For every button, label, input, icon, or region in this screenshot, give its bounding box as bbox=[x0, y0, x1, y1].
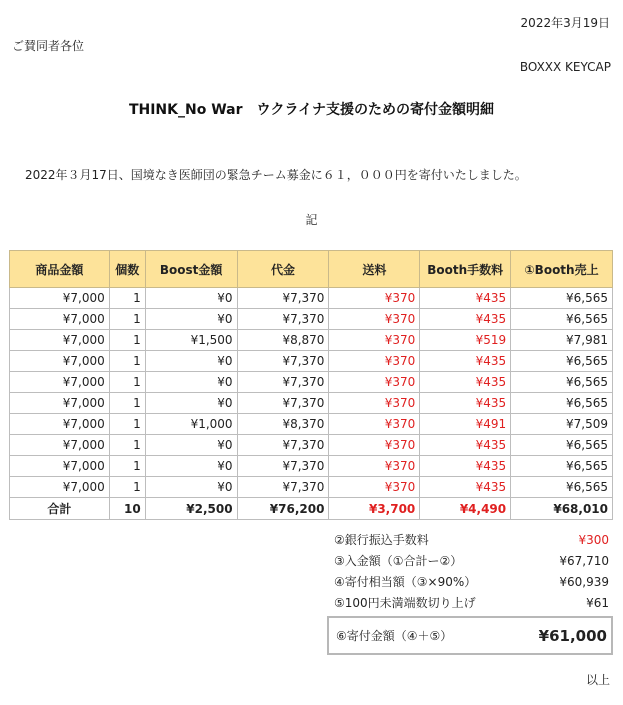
summary-label: ④寄付相当額（③×90%） bbox=[334, 575, 477, 589]
document-title: THINK_No War ウクライナ支援のための寄付金額明細 bbox=[128, 102, 495, 118]
cell-product-price: ¥7,000 bbox=[10, 393, 110, 414]
cell-booth-fee: ¥435 bbox=[420, 393, 511, 414]
header-price: 代金 bbox=[237, 251, 329, 288]
cell-booth-sales: ¥6,565 bbox=[511, 351, 613, 372]
header-shipping: 送料 bbox=[329, 251, 420, 288]
header-product-price: 商品金額 bbox=[10, 251, 110, 288]
table-row bbox=[10, 330, 613, 351]
cell-quantity: 1 bbox=[109, 456, 145, 477]
cell-booth-fee: ¥435 bbox=[420, 435, 511, 456]
table-row bbox=[10, 414, 613, 435]
total-shipping: ¥3,700 bbox=[329, 498, 420, 520]
summary-section bbox=[327, 529, 613, 655]
final-donation-label: ⑥寄付金額（④＋⑤） bbox=[336, 629, 453, 643]
summary-label: ②銀行振込手数料 bbox=[334, 533, 429, 547]
cell-price: ¥7,370 bbox=[237, 435, 329, 456]
cell-booth-fee: ¥435 bbox=[420, 372, 511, 393]
cell-booth-sales: ¥6,565 bbox=[511, 477, 613, 498]
cell-booth-fee: ¥435 bbox=[420, 288, 511, 309]
cell-booth-sales: ¥6,565 bbox=[511, 456, 613, 477]
recipient-line: ご賛同者各位 bbox=[12, 39, 85, 53]
cell-booth-fee: ¥435 bbox=[420, 351, 511, 372]
cell-shipping: ¥370 bbox=[329, 414, 420, 435]
cell-booth-fee: ¥519 bbox=[420, 330, 511, 351]
summary-row-bank-fee bbox=[327, 529, 613, 550]
summary-value: ¥60,939 bbox=[559, 574, 609, 589]
table-row bbox=[10, 393, 613, 414]
cell-booth-fee: ¥435 bbox=[420, 456, 511, 477]
table-header-row bbox=[10, 251, 613, 288]
summary-row-donation-equivalent bbox=[327, 571, 613, 592]
cell-price: ¥7,370 bbox=[237, 477, 329, 498]
cell-shipping: ¥370 bbox=[329, 393, 420, 414]
cell-quantity: 1 bbox=[109, 330, 145, 351]
cell-boost-amount: ¥0 bbox=[145, 456, 237, 477]
table-row bbox=[10, 435, 613, 456]
table-row bbox=[10, 351, 613, 372]
cell-boost-amount: ¥0 bbox=[145, 288, 237, 309]
ki-mark: 記 bbox=[305, 213, 318, 227]
summary-label: ③入金額（①合計ー②） bbox=[334, 554, 463, 568]
cell-booth-fee: ¥491 bbox=[420, 414, 511, 435]
summary-label: ⑤100円未満端数切り上げ bbox=[334, 596, 476, 610]
cell-quantity: 1 bbox=[109, 435, 145, 456]
cell-shipping: ¥370 bbox=[329, 330, 420, 351]
cell-booth-sales: ¥7,509 bbox=[511, 414, 613, 435]
header-booth-sales: ①Booth売上 bbox=[511, 251, 613, 288]
cell-boost-amount: ¥0 bbox=[145, 351, 237, 372]
cell-boost-amount: ¥0 bbox=[145, 477, 237, 498]
donation-table bbox=[9, 250, 613, 520]
table-row bbox=[10, 477, 613, 498]
cell-product-price: ¥7,000 bbox=[10, 477, 110, 498]
cell-quantity: 1 bbox=[109, 309, 145, 330]
cell-price: ¥7,370 bbox=[237, 288, 329, 309]
cell-quantity: 1 bbox=[109, 393, 145, 414]
cell-shipping: ¥370 bbox=[329, 288, 420, 309]
cell-price: ¥7,370 bbox=[237, 456, 329, 477]
cell-shipping: ¥370 bbox=[329, 309, 420, 330]
final-donation-box bbox=[327, 616, 613, 655]
summary-row-rounding bbox=[327, 592, 613, 613]
cell-shipping: ¥370 bbox=[329, 477, 420, 498]
table-row bbox=[10, 309, 613, 330]
sender-name: BOXXX KEYCAP bbox=[519, 60, 611, 74]
cell-boost-amount: ¥0 bbox=[145, 309, 237, 330]
cell-product-price: ¥7,000 bbox=[10, 351, 110, 372]
cell-price: ¥7,370 bbox=[237, 372, 329, 393]
header-boost-amount: Boost金額 bbox=[145, 251, 237, 288]
donation-message: 2022年３月17日、国境なき医師団の緊急チーム募金に６１，０００円を寄付いたしました。 bbox=[25, 168, 527, 182]
cell-price: ¥7,370 bbox=[237, 351, 329, 372]
cell-shipping: ¥370 bbox=[329, 372, 420, 393]
cell-quantity: 1 bbox=[109, 288, 145, 309]
cell-quantity: 1 bbox=[109, 351, 145, 372]
total-booth-sales: ¥68,010 bbox=[511, 498, 613, 520]
cell-price: ¥7,370 bbox=[237, 309, 329, 330]
cell-boost-amount: ¥0 bbox=[145, 372, 237, 393]
table-total-row bbox=[10, 498, 613, 520]
total-price: ¥76,200 bbox=[237, 498, 329, 520]
cell-booth-sales: ¥6,565 bbox=[511, 309, 613, 330]
cell-price: ¥8,370 bbox=[237, 414, 329, 435]
cell-booth-sales: ¥6,565 bbox=[511, 372, 613, 393]
cell-shipping: ¥370 bbox=[329, 351, 420, 372]
total-quantity: 10 bbox=[109, 498, 145, 520]
cell-booth-fee: ¥435 bbox=[420, 477, 511, 498]
cell-product-price: ¥7,000 bbox=[10, 372, 110, 393]
cell-shipping: ¥370 bbox=[329, 435, 420, 456]
header-booth-fee: Booth手数料 bbox=[420, 251, 511, 288]
total-booth-fee: ¥4,490 bbox=[420, 498, 511, 520]
cell-product-price: ¥7,000 bbox=[10, 309, 110, 330]
cell-booth-sales: ¥7,981 bbox=[511, 330, 613, 351]
total-boost: ¥2,500 bbox=[145, 498, 237, 520]
document-date: 2022年3月19日 bbox=[520, 16, 610, 30]
header-quantity: 個数 bbox=[109, 251, 145, 288]
cell-booth-sales: ¥6,565 bbox=[511, 288, 613, 309]
cell-boost-amount: ¥1,500 bbox=[145, 330, 237, 351]
cell-product-price: ¥7,000 bbox=[10, 435, 110, 456]
cell-quantity: 1 bbox=[109, 372, 145, 393]
summary-row-deposit bbox=[327, 550, 613, 571]
cell-booth-sales: ¥6,565 bbox=[511, 435, 613, 456]
cell-price: ¥8,870 bbox=[237, 330, 329, 351]
cell-quantity: 1 bbox=[109, 414, 145, 435]
cell-booth-sales: ¥6,565 bbox=[511, 393, 613, 414]
summary-value: ¥61 bbox=[586, 595, 609, 610]
summary-value: ¥67,710 bbox=[559, 553, 609, 568]
table-row bbox=[10, 456, 613, 477]
table-row bbox=[10, 372, 613, 393]
total-label: 合計 bbox=[10, 498, 110, 520]
closing-mark: 以上 bbox=[585, 673, 610, 687]
cell-boost-amount: ¥0 bbox=[145, 393, 237, 414]
cell-quantity: 1 bbox=[109, 477, 145, 498]
table-row bbox=[10, 288, 613, 309]
cell-product-price: ¥7,000 bbox=[10, 414, 110, 435]
cell-product-price: ¥7,000 bbox=[10, 330, 110, 351]
cell-shipping: ¥370 bbox=[329, 456, 420, 477]
cell-boost-amount: ¥0 bbox=[145, 435, 237, 456]
cell-product-price: ¥7,000 bbox=[10, 288, 110, 309]
final-donation-amount: ¥61,000 bbox=[538, 626, 607, 645]
summary-value: ¥300 bbox=[578, 532, 609, 547]
cell-product-price: ¥7,000 bbox=[10, 456, 110, 477]
cell-price: ¥7,370 bbox=[237, 393, 329, 414]
cell-booth-fee: ¥435 bbox=[420, 309, 511, 330]
cell-boost-amount: ¥1,000 bbox=[145, 414, 237, 435]
